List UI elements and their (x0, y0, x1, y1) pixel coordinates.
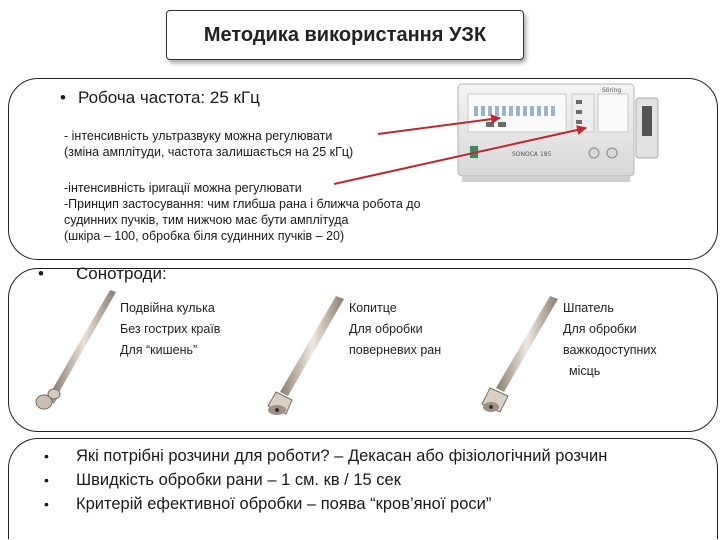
sonotrode-item-2: Копитце Для обробки поверневих ран (349, 298, 441, 361)
device-model: SONOCA 185 (512, 151, 552, 158)
question-item: • Швидкість обробки рани – 1 см. кв / 15 сек (44, 471, 401, 489)
frequency-line-2: (зміна амплітуди, частота залишається на 25 кГц) (64, 145, 354, 159)
slide-title: Методика використання УЗК (203, 23, 487, 46)
sonotrode-item-1: Подвійна кулька Без гострих країв Для “кишень” (120, 298, 220, 361)
sonotrodes-bullet: • (38, 264, 44, 283)
hoof-tip-image (256, 296, 346, 420)
irrigation-line-4: (шкіра – 100, обробка біля судинних пучків – 20) (64, 229, 345, 243)
irrigation-line-3: судинних пучків, тим нижчою має бути амплітуда (64, 213, 349, 227)
bullet-dot: • (60, 88, 66, 107)
spatula-tip-image (472, 296, 562, 420)
sonotrode-name: Подвійна кулька (120, 301, 215, 315)
frequency-heading: Робоча частота: 25 кГц (78, 88, 260, 107)
irrigation-line-2: -Принцип застосування: чим глибша рана і ближча робота до (64, 197, 421, 211)
device-brand: Söring (602, 87, 622, 94)
sonotrodes-heading: Сонотроди: (76, 264, 167, 283)
question-item: • Які потрібні розчини для роботи? – Декасан або фізіологічний розчин (44, 447, 608, 465)
sonotrode-name: Копитце (349, 301, 397, 315)
arrow-to-irrigation (334, 128, 586, 184)
arrows-layer (0, 0, 720, 260)
question-item: • Критерій ефективної обробки – поява “кров’яної роси” (44, 495, 492, 513)
double-ball-tip-image (24, 290, 120, 420)
frequency-line-1: - інтенсивність ультразвуку можна регулювати (64, 129, 333, 143)
questions-list (44, 444, 704, 516)
sonotrode-item-3: Шпатель Для обробки важкодоступних місць (563, 298, 657, 382)
arrow-to-amplitude (378, 118, 500, 134)
irrigation-line-1: -інтенсивність іригації можна регулювати (64, 181, 302, 195)
sonotrode-name: Шпатель (563, 301, 614, 315)
